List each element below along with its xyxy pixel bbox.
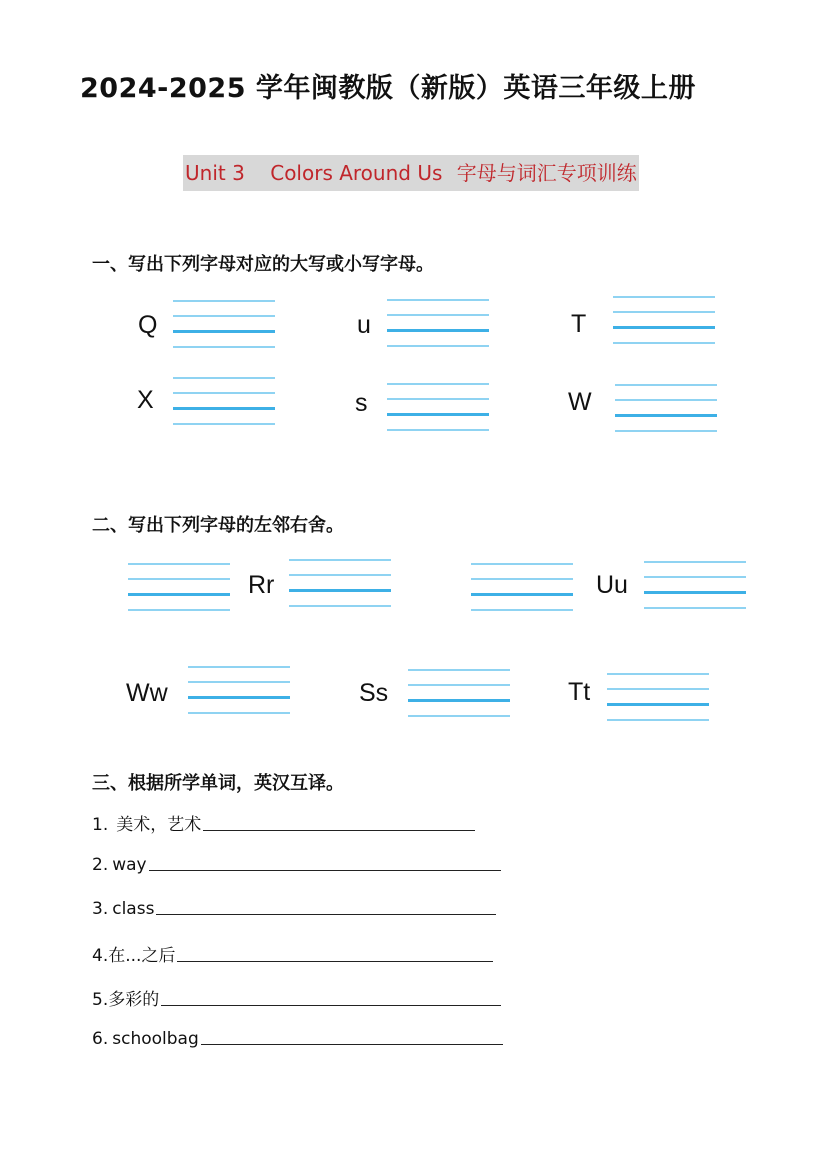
- item-number: 2.: [92, 855, 109, 875]
- letter-x: X: [137, 386, 154, 414]
- translation-item: [92, 810, 475, 835]
- answer-blank[interactable]: [156, 913, 496, 915]
- letter-s: s: [355, 389, 368, 417]
- answer-blank[interactable]: [149, 869, 501, 871]
- letter-tt: Tt: [568, 678, 591, 706]
- item-number: 1.: [92, 815, 109, 835]
- writing-lines[interactable]: [173, 300, 275, 348]
- letter-q: Q: [138, 311, 158, 339]
- letter-uu: Uu: [596, 571, 628, 599]
- section-1-title: 一、写出下列字母对应的大写或小写字母。: [92, 254, 434, 275]
- translation-item: [92, 855, 501, 875]
- writing-lines[interactable]: [408, 669, 510, 717]
- letter-t: T: [571, 310, 587, 338]
- subtitle-unit: Unit 3 Colors Around Us: [185, 161, 443, 185]
- letter-w: W: [568, 388, 592, 416]
- item-text: 在...之后: [108, 946, 176, 966]
- answer-blank[interactable]: [177, 960, 493, 962]
- writing-lines[interactable]: [173, 377, 275, 425]
- item-text: 美术，艺术: [116, 815, 202, 835]
- item-number: 6.: [92, 1029, 109, 1049]
- translation-item: [92, 899, 496, 919]
- item-text: class: [112, 899, 155, 919]
- writing-lines[interactable]: [615, 384, 717, 432]
- letter-u: u: [357, 311, 371, 339]
- item-number: 4.: [92, 946, 109, 966]
- item-text: schoolbag: [112, 1029, 199, 1049]
- subtitle-topic: 字母与词汇专项训练: [456, 161, 637, 185]
- writing-lines[interactable]: [128, 563, 230, 611]
- writing-lines[interactable]: [613, 296, 715, 344]
- subtitle-banner: [183, 155, 639, 191]
- translation-item: [92, 1029, 503, 1049]
- item-text: way: [112, 855, 147, 875]
- writing-lines[interactable]: [387, 383, 489, 431]
- section-3-title: 三、根据所学单词，英汉互译。: [92, 773, 344, 794]
- writing-lines[interactable]: [644, 561, 746, 609]
- writing-lines[interactable]: [387, 299, 489, 347]
- letter-ww: Ww: [126, 679, 168, 707]
- item-number: 3.: [92, 899, 109, 919]
- letter-ss: Ss: [359, 679, 389, 707]
- letter-rr: Rr: [248, 571, 275, 599]
- writing-lines[interactable]: [289, 559, 391, 607]
- writing-lines[interactable]: [607, 673, 709, 721]
- writing-lines[interactable]: [471, 563, 573, 611]
- page-title: 2024-2025 学年闽教版（新版）英语三年级上册: [80, 73, 696, 104]
- section-2-title: 二、写出下列字母的左邻右舍。: [92, 515, 344, 536]
- answer-blank[interactable]: [161, 1004, 501, 1006]
- item-text: 多彩的: [108, 990, 160, 1010]
- answer-blank[interactable]: [203, 829, 475, 831]
- translation-item: [92, 985, 501, 1010]
- writing-lines[interactable]: [188, 666, 290, 714]
- item-number: 5.: [92, 990, 109, 1010]
- answer-blank[interactable]: [201, 1043, 503, 1045]
- translation-item: [92, 941, 493, 966]
